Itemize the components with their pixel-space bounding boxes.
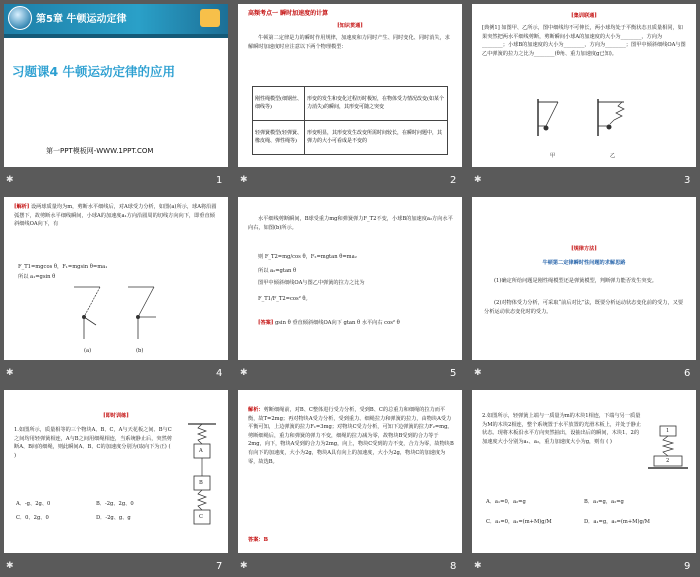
- option-a[interactable]: A．-g、2g、0: [16, 501, 51, 507]
- equation-line: 所以 a₁=gsin θ: [18, 274, 56, 280]
- table-cell: 轻弹簧模型(轻弹簧、橡皮绳、弹性绳等): [253, 121, 305, 155]
- option-c[interactable]: C．a₁=0，a₂=(m+M)g/M: [486, 519, 552, 525]
- slide-number: 7: [216, 561, 223, 572]
- slide-number: 6: [684, 368, 691, 379]
- slide-number: 1: [216, 175, 223, 186]
- star-icon: ✱: [240, 175, 248, 185]
- table-cell: 形变明显，其形变发生改变所需时间较长，在瞬时问题中，其弹力的大小可看成是不变的: [305, 121, 448, 155]
- table-cell: 刚性绳模型(细钢丝、细线等): [253, 87, 305, 121]
- slide-number: 4: [216, 368, 223, 379]
- block-label: A: [199, 448, 203, 454]
- answer-line: [248, 536, 268, 545]
- block-label: 2: [666, 458, 670, 464]
- slide-number: 2: [450, 175, 457, 186]
- analysis-body: 剪断细绳前，对B、C整体进行受力分析，受到B、C的总重力和细绳的拉力而平衡，故T=2mg；再对物块A受力分析，受到重力、细绳拉力和弹簧的拉力，由物块A受力平衡可知，上边弹簧的拉力F₁=3mg；对物块C受力分析，可知下边弹簧的拉力F₂=mg。剪断细绳后，重力和弹簧的弹力不变，细绳的拉力减为零，故物块B受到的合力等于2mg，向下，物块A受到的合力为2mg，向上，物块C受到的力不变，合力为零，故物块B有向下的加速度，大小为2g，物块A具有向上的加速度，大小为2g，物块C的加速度为零，故选B。: [248, 407, 454, 465]
- slide-number: 9: [684, 561, 691, 572]
- table-row: [253, 121, 448, 155]
- problem-text: [典例1] 如图甲、乙所示，图中细线均不可伸长，两小球均处于平衡状态且质量相同，如果突然把两水平细线剪断，剪断瞬间小球A的加速度的大小为________，方向为________；小球B的加速度的大小为________，方向为________；图甲中倾斜细线OA与图乙中弹簧的拉力之比为________(θ角、重力加速度g已知)。: [482, 25, 686, 57]
- equation-line: 所以 a₂=gtan θ: [258, 268, 297, 274]
- slide-9[interactable]: [472, 390, 696, 553]
- answer-label: 答案：: [248, 537, 264, 543]
- slide-1[interactable]: [4, 4, 228, 167]
- slide-4[interactable]: [4, 197, 228, 360]
- table-row: [253, 87, 448, 121]
- figure-label: 乙: [610, 153, 616, 159]
- star-icon: ✱: [240, 561, 248, 571]
- slide-number: 3: [684, 175, 691, 186]
- method-step: (1)确定所给问题是刚性绳模型还是弹簧模型，判断弹力能否发生突变。: [494, 278, 657, 284]
- block-label: B: [199, 480, 203, 486]
- answer-text: B: [263, 537, 268, 543]
- dark-bar: [4, 34, 228, 38]
- question-text: 2.如图所示，轻弹簧上端与一质量为m的木块1相连，下端与另一质量为M的木块2相连，整个系统置于水平放置的光滑木板上，并处于静止状态。现将木板沿水平方向突然抽出，设抽出后的瞬间，木块1、2的加速度大小分别为a₁、a₂，重力加速度大小为g，则有 ( ): [482, 413, 642, 445]
- star-icon: ✱: [6, 561, 14, 571]
- slide-title: 习题课4 牛顿运动定律的应用: [12, 64, 176, 79]
- analysis-text: [248, 406, 454, 466]
- slide-6[interactable]: [472, 197, 696, 360]
- block-label: 1: [666, 428, 670, 434]
- figure-ball-spring: [594, 96, 644, 148]
- analysis-text: [14, 203, 220, 229]
- force-diagram-b: [124, 283, 170, 345]
- footer-text: 第一PPT模板网-WWW.1PPT.COM: [46, 147, 154, 155]
- equation-line: F_T1=mgcos θ，F₁=mgsin θ=ma₁: [18, 264, 108, 270]
- section-label: [即时训练]: [103, 413, 129, 419]
- block-label: C: [199, 514, 203, 520]
- question-text: 1.如图所示，质量相等的三个物块A、B、C，A与天花板之间、B与C之间均用轻弹簧相连，A与B之间用细绳相连，当系统静止后，突然剪断A、B间的细绳，则此瞬间A、B、C的加速度分别为(取向下为正) ( ): [14, 427, 172, 459]
- slide-5[interactable]: [238, 197, 462, 360]
- solution-text: 水平细线剪断瞬间，B球受重力mg和弹簧弹力F_T2不变，小球B的加速度a₂方向水平向右，如图(b)所示。: [248, 216, 453, 231]
- option-d[interactable]: D．a₁=g，a₂=(m+M)g/M: [584, 519, 650, 525]
- analysis-label: [解析]: [14, 204, 30, 210]
- globe-logo: [8, 6, 32, 30]
- slide-number: 5: [450, 368, 457, 379]
- topic-heading: 高频考点一 瞬时加速度的计算: [248, 10, 329, 17]
- option-d[interactable]: D．-2g、g、g: [96, 515, 131, 521]
- option-c[interactable]: C．0、2g、0: [16, 515, 49, 521]
- analysis-body: 设两球质量均为m，剪断水平细线后，对A球受力分析，如图(a)所示，球A将沿圆弧摆下，故剪断水平细线瞬间，小球A的加速度a₁方向沿圆周的切线方向向下，即垂直倾斜细线OA向下，有: [14, 204, 217, 228]
- answer-line: [258, 319, 454, 328]
- figure-ball-string: [534, 96, 584, 148]
- solution-text: 图甲中倾斜细线OA与图乙中弹簧的拉力之比为: [258, 280, 365, 286]
- section-label: [规律方法]: [571, 246, 597, 252]
- chapter-title: 第5章 牛顿运动定律: [36, 14, 127, 25]
- option-b[interactable]: B．a₁=g，a₂=g: [584, 499, 624, 505]
- model-table: [252, 86, 448, 155]
- option-b[interactable]: B．-2g、2g、0: [96, 501, 134, 507]
- star-icon: ✱: [474, 561, 482, 571]
- star-icon: ✱: [474, 368, 482, 378]
- star-icon: ✱: [6, 175, 14, 185]
- equation-line: 则 F_T2=mg/cos θ，F₂=mgtan θ=ma₂: [258, 254, 357, 260]
- paragraph: 牛顿第二定律是力的瞬时作用规律，加速度和力同时产生、同时变化、同时消失，求解瞬时加速度时应注意以下两个物理模型：: [248, 35, 450, 50]
- equation-line: F_T1/F_T2=cos² θ。: [258, 296, 311, 302]
- figure-label: (b): [136, 348, 144, 354]
- option-a[interactable]: A．a₁=0，a₂=g: [486, 499, 526, 505]
- answer-text: gsin θ 垂直倾斜细线OA向下 gtan θ 水平向右 cos² θ: [274, 320, 400, 326]
- section-label: [集训联通]: [571, 13, 597, 19]
- figure-label: 甲: [550, 153, 556, 159]
- method-step: (2)对物体受力分析，可采取“前后对比”法，既要分析运动状态变化前的受力，又要分析运动状态变化时的受力。: [484, 300, 684, 315]
- slide-3[interactable]: [472, 4, 696, 167]
- table-cell: 形变的发生和变化过程历时极短，在物体受力情况改变(如某个力消失)的瞬间，其形变可随之突变: [305, 87, 448, 121]
- star-icon: ✱: [474, 175, 482, 185]
- answer-label: [答案]: [258, 320, 274, 326]
- force-diagram-a: [70, 283, 116, 345]
- section-label: [知识贯通]: [337, 23, 363, 29]
- slide-8[interactable]: [238, 390, 462, 553]
- corner-icon: [200, 9, 220, 27]
- star-icon: ✱: [240, 368, 248, 378]
- method-subheading: 牛顿第二定律瞬时性问题的求解思路: [542, 260, 626, 266]
- analysis-label: 解析：: [248, 407, 264, 413]
- slide-number: 8: [450, 561, 457, 572]
- figure-label: (a): [84, 348, 92, 354]
- slide-7[interactable]: [4, 390, 228, 553]
- star-icon: ✱: [6, 368, 14, 378]
- slide-2[interactable]: [238, 4, 462, 167]
